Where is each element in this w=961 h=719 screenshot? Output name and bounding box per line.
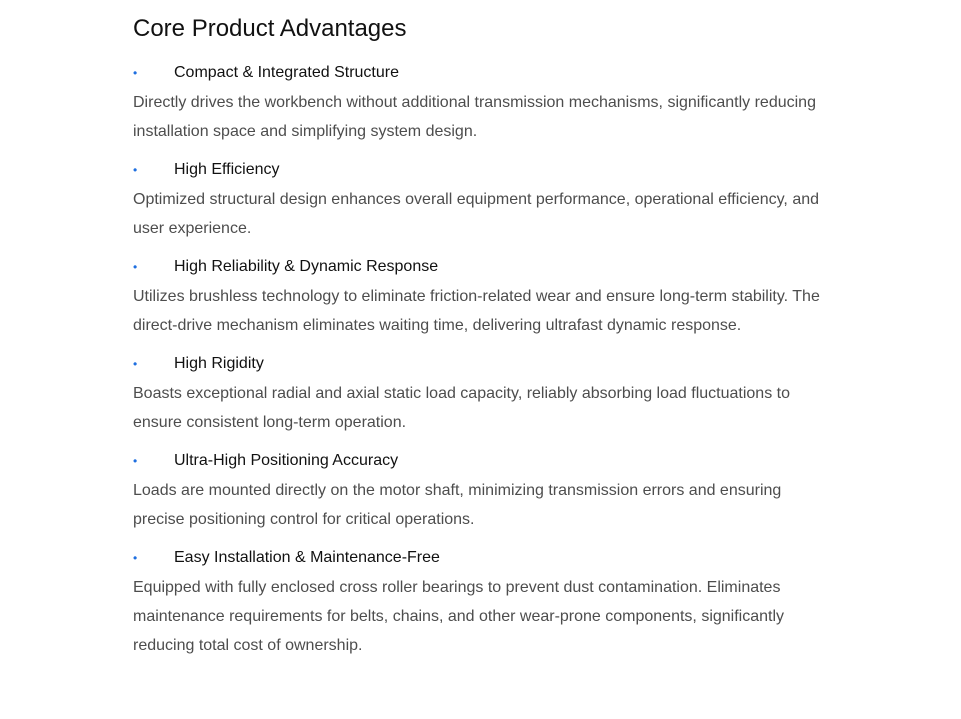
feature-item — [133, 157, 833, 243]
feature-heading — [133, 351, 833, 377]
feature-heading — [133, 157, 833, 183]
feature-item — [133, 254, 833, 340]
feature-title: High Rigidity — [174, 355, 264, 372]
bullet-icon: • — [133, 454, 138, 468]
feature-item — [133, 448, 833, 534]
advantages-section — [133, 12, 833, 671]
feature-title: High Efficiency — [174, 161, 280, 178]
page-title: Core Product Advantages — [133, 15, 407, 42]
feature-description: Optimized structural design enhances overall equipment performance, operational efficiency, and user experience. — [133, 191, 820, 237]
feature-item — [133, 545, 833, 660]
bullet-icon: • — [133, 163, 138, 177]
feature-description: Directly drives the workbench without additional transmission mechanisms, significantly reducing installation space and simplifying system design. — [133, 94, 816, 140]
feature-description: Loads are mounted directly on the motor shaft, minimizing transmission errors and ensuring precise positioning control for critical operations. — [133, 482, 782, 528]
feature-description: Utilizes brushless technology to eliminate friction-related wear and ensure long-term stability. The direct-drive mechanism eliminates waiting time, delivering ultrafast dynamic response. — [133, 288, 820, 334]
feature-heading — [133, 545, 833, 571]
bullet-icon: • — [133, 551, 138, 565]
feature-title: Ultra-High Positioning Accuracy — [174, 452, 399, 469]
bullet-icon: • — [133, 66, 138, 80]
feature-title: High Reliability & Dynamic Response — [174, 258, 439, 275]
feature-title: Compact & Integrated Structure — [174, 64, 399, 81]
feature-title: Easy Installation & Maintenance-Free — [174, 549, 440, 566]
feature-heading — [133, 448, 833, 474]
bullet-icon: • — [133, 260, 138, 274]
feature-heading — [133, 254, 833, 280]
feature-item — [133, 60, 833, 146]
feature-item — [133, 351, 833, 437]
feature-heading — [133, 60, 833, 86]
feature-description: Equipped with fully enclosed cross roller bearings to prevent dust contamination. Eliminates maintenance requirements for belts, chains, and other wear-prone components, significantly reducing total cost of ownership. — [133, 579, 785, 654]
bullet-icon: • — [133, 357, 138, 371]
feature-description: Boasts exceptional radial and axial static load capacity, reliably absorbing load fluctuations to ensure consistent long-term operation. — [133, 385, 790, 431]
